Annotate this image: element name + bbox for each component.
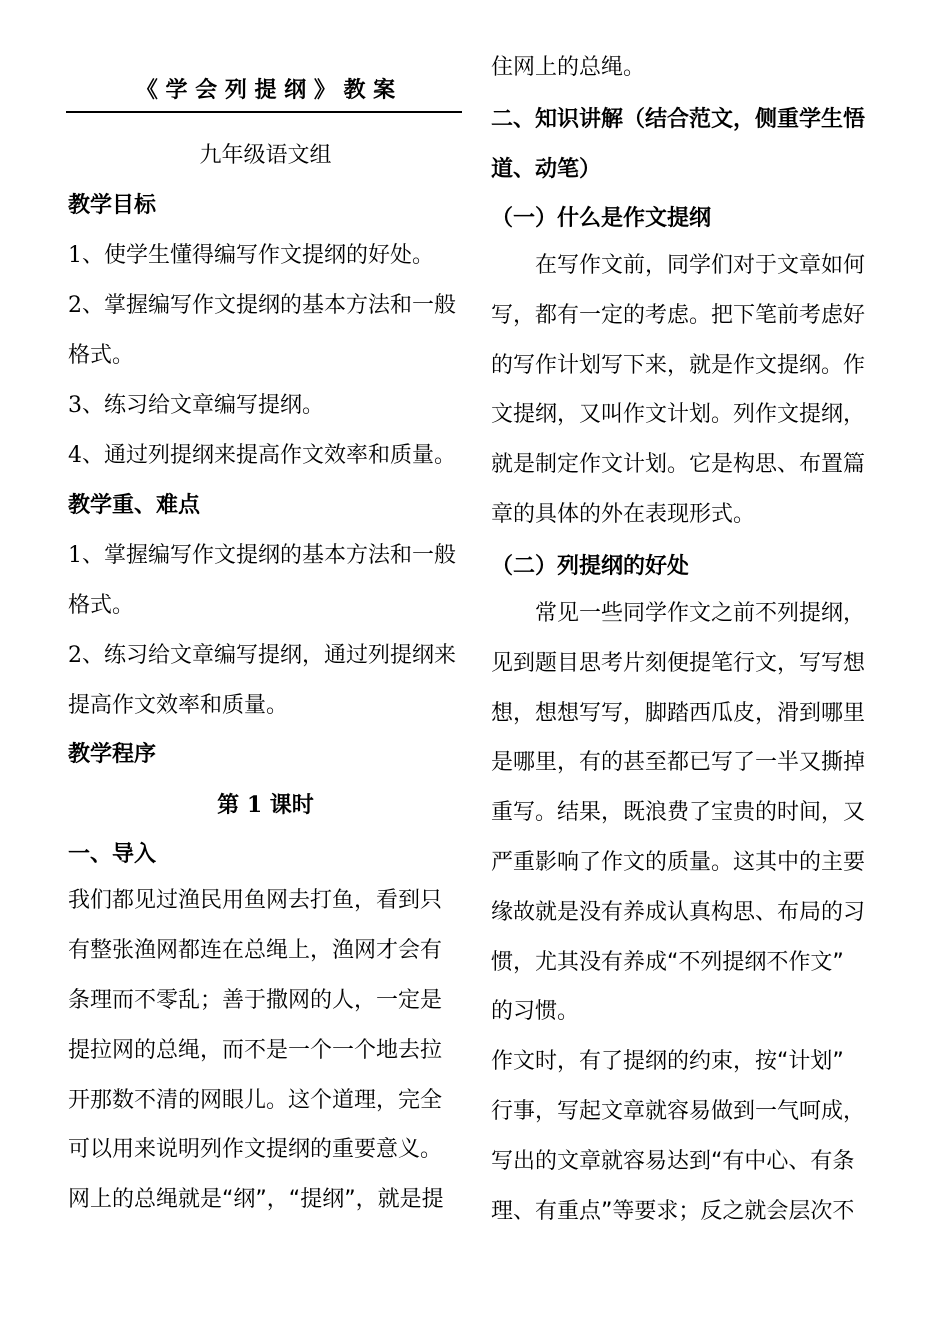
paragraph-1-line: 章的具体的外在表现形式。 <box>491 502 756 527</box>
intro-line: 开那数不清的网眼儿。这个道理，完全 <box>68 1088 443 1113</box>
subsection-1-heading: （一）什么是作文提纲 <box>491 206 712 231</box>
goal-1: 1、使学生懂得编写作文提纲的好处。 <box>68 243 434 268</box>
paragraph-2-line: 惯，尤其没有养成“不列提纲不作文” <box>491 950 844 975</box>
paragraph-2-line: 缘故就是没有养成认真构思、布局的习 <box>491 900 866 925</box>
intro-line: 提拉网的总绳，而不是一个一个地去拉 <box>68 1038 443 1063</box>
key-point-1-line-1: 1、掌握编写作文提纲的基本方法和一般 <box>68 543 456 568</box>
key-point-2-line-1: 2、练习给文章编写提纲，通过列提纲来 <box>68 643 456 668</box>
continued-line: 住网上的总绳。 <box>491 55 646 80</box>
key-points-heading: 教学重、难点 <box>68 493 201 518</box>
teaching-goals-heading: 教学目标 <box>68 193 157 218</box>
intro-line: 我们都见过渔民用鱼网去打鱼，看到只 <box>68 888 443 913</box>
paragraph-3-line: 理、有重点”等要求；反之就会层次不 <box>491 1199 855 1224</box>
subsection-2-heading: （二）列提纲的好处 <box>491 554 690 579</box>
paragraph-2-line: 严重影响了作文的质量。这其中的主要 <box>491 850 866 875</box>
intro-line: 有整张渔网都连在总绳上，渔网才会有 <box>68 938 443 963</box>
paragraph-2-line: 是哪里，有的甚至都已写了一半又撕掉 <box>491 750 866 775</box>
paragraph-2-line: 想，想想写写，脚踏西瓜皮，滑到哪里 <box>491 701 866 726</box>
goal-2-line-1: 2、掌握编写作文提纲的基本方法和一般 <box>68 293 456 318</box>
intro-heading: 一、导入 <box>68 842 157 867</box>
document-title: 《 学 会 列 提 纲 》 教 案 <box>135 77 396 103</box>
section-2-heading-line-1: 二、知识讲解（结合范文，侧重学生悟 <box>491 107 866 132</box>
paragraph-2-line: 重写。结果，既浪费了宝贵的时间，又 <box>491 800 866 825</box>
paragraph-1-line: 写，都有一定的考虑。把下笔前考虑好 <box>491 303 866 328</box>
paragraph-1-line: 在写作文前，同学们对于文章如何 <box>535 253 866 278</box>
intro-line: 条理而不零乱；善于撒网的人，一定是 <box>68 988 443 1013</box>
paragraph-1-line: 文提纲，又叫作文计划。列作文提纲， <box>491 402 866 427</box>
paragraph-3-line: 行事，写起文章就容易做到一气呵成， <box>491 1099 866 1124</box>
paragraph-2-line: 见到题目思考片刻便提笔行文，写写想 <box>491 651 866 676</box>
goal-2-line-2: 格式。 <box>68 343 135 368</box>
procedure-heading: 教学程序 <box>68 742 157 767</box>
paragraph-1-line: 就是制定作文计划。它是构思、布置篇 <box>491 452 866 477</box>
lesson-label: 第 1 课时 <box>217 792 314 818</box>
paragraph-2-line: 常见一些同学作文之前不列提纲， <box>535 601 866 626</box>
intro-line: 网上的总绳就是“纲”，“提纲”，就是提 <box>68 1187 444 1212</box>
goal-3: 3、练习给文章编写提纲。 <box>68 393 324 418</box>
goal-4: 4、通过列提纲来提高作文效率和质量。 <box>68 443 456 468</box>
paragraph-2-line: 的习惯。 <box>491 999 580 1024</box>
paragraph-3-line: 作文时，有了提纲的约束，按“计划” <box>491 1049 844 1074</box>
intro-line: 可以用来说明列作文提纲的重要意义。 <box>68 1137 443 1162</box>
key-point-2-line-2: 提高作文效率和质量。 <box>68 693 289 718</box>
section-2-heading-line-2: 道、动笔） <box>491 157 602 182</box>
author-line: 九年级语文组 <box>199 143 332 168</box>
key-point-1-line-2: 格式。 <box>68 593 135 618</box>
paragraph-3-line: 写出的文章就容易达到“有中心、有条 <box>491 1149 855 1174</box>
paragraph-1-line: 的写作计划写下来，就是作文提纲。作 <box>491 353 866 378</box>
title-divider <box>66 111 462 113</box>
